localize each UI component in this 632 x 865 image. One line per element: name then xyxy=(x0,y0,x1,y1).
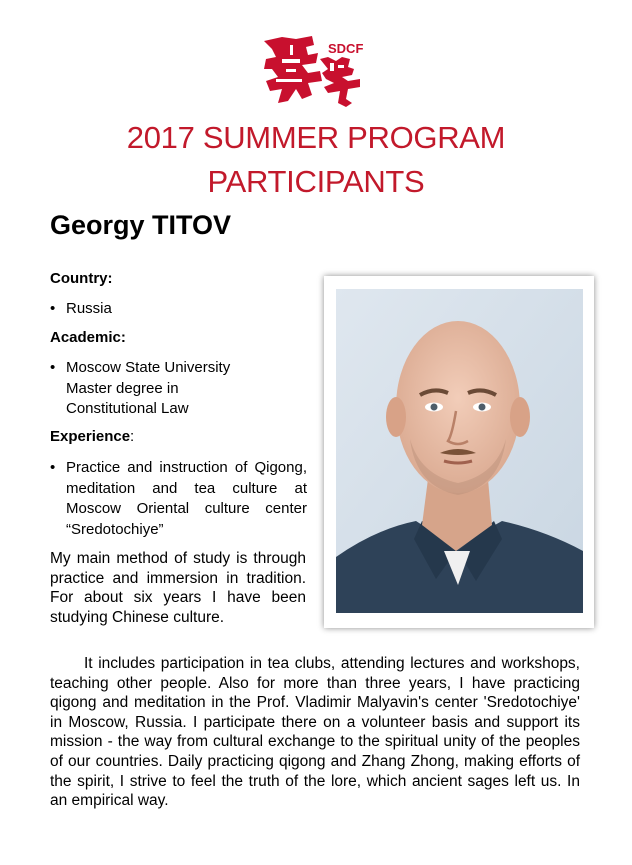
academic-bullet: • xyxy=(50,359,56,376)
page-title-line1: 2017 SUMMER PROGRAM xyxy=(126,120,506,155)
sdcf-logo xyxy=(262,33,364,109)
page-title-line2: PARTICIPANTS xyxy=(207,164,425,199)
experience-label-row xyxy=(50,428,134,445)
country-bullet: • xyxy=(50,300,56,317)
academic-value: Moscow State University Master degree in Constitutional Law xyxy=(66,359,231,417)
country-label: Country: xyxy=(50,270,113,287)
experience-value: Practice and instruction of Qigong, meditation and tea culture at Moscow Oriental culture center “Sredotochiye” xyxy=(66,459,307,538)
experience-bullet: • xyxy=(50,459,56,476)
academic-label: Academic: xyxy=(50,329,126,346)
portrait-photo xyxy=(336,289,583,613)
sdcf-seal-logo-icon xyxy=(262,33,364,109)
logo-text: SDCF xyxy=(328,41,364,56)
photo-frame xyxy=(324,276,594,628)
bio-paragraph-1: My main method of study is through practice and immersion in tradition. For about six years I have been studying Chinese culture. xyxy=(50,550,306,626)
bio-paragraph-2: It includes participation in tea clubs, attending lectures and workshops, teaching other people. Also for more than three years, I have practicing qigong and meditation in the Prof. Vladimir Malyavin's center 'Sredotochiye' in Moscow, Russia. I participate there on a volunteer basis and support its mission - the way from cultural exchange to the spiritual unity of the peoples of our countries. Daily practicing qigong and Zhang Zhong, making efforts of the spirit, I strive to feel the truth of the lore, which ancient sages left us. In an empirical way. xyxy=(50,655,580,810)
country-value: Russia xyxy=(66,300,112,317)
portrait-image-icon xyxy=(336,289,583,613)
experience-label: Experience xyxy=(50,428,131,445)
experience-colon: : xyxy=(130,428,135,445)
participant-name: Georgy TITOV xyxy=(50,210,232,240)
